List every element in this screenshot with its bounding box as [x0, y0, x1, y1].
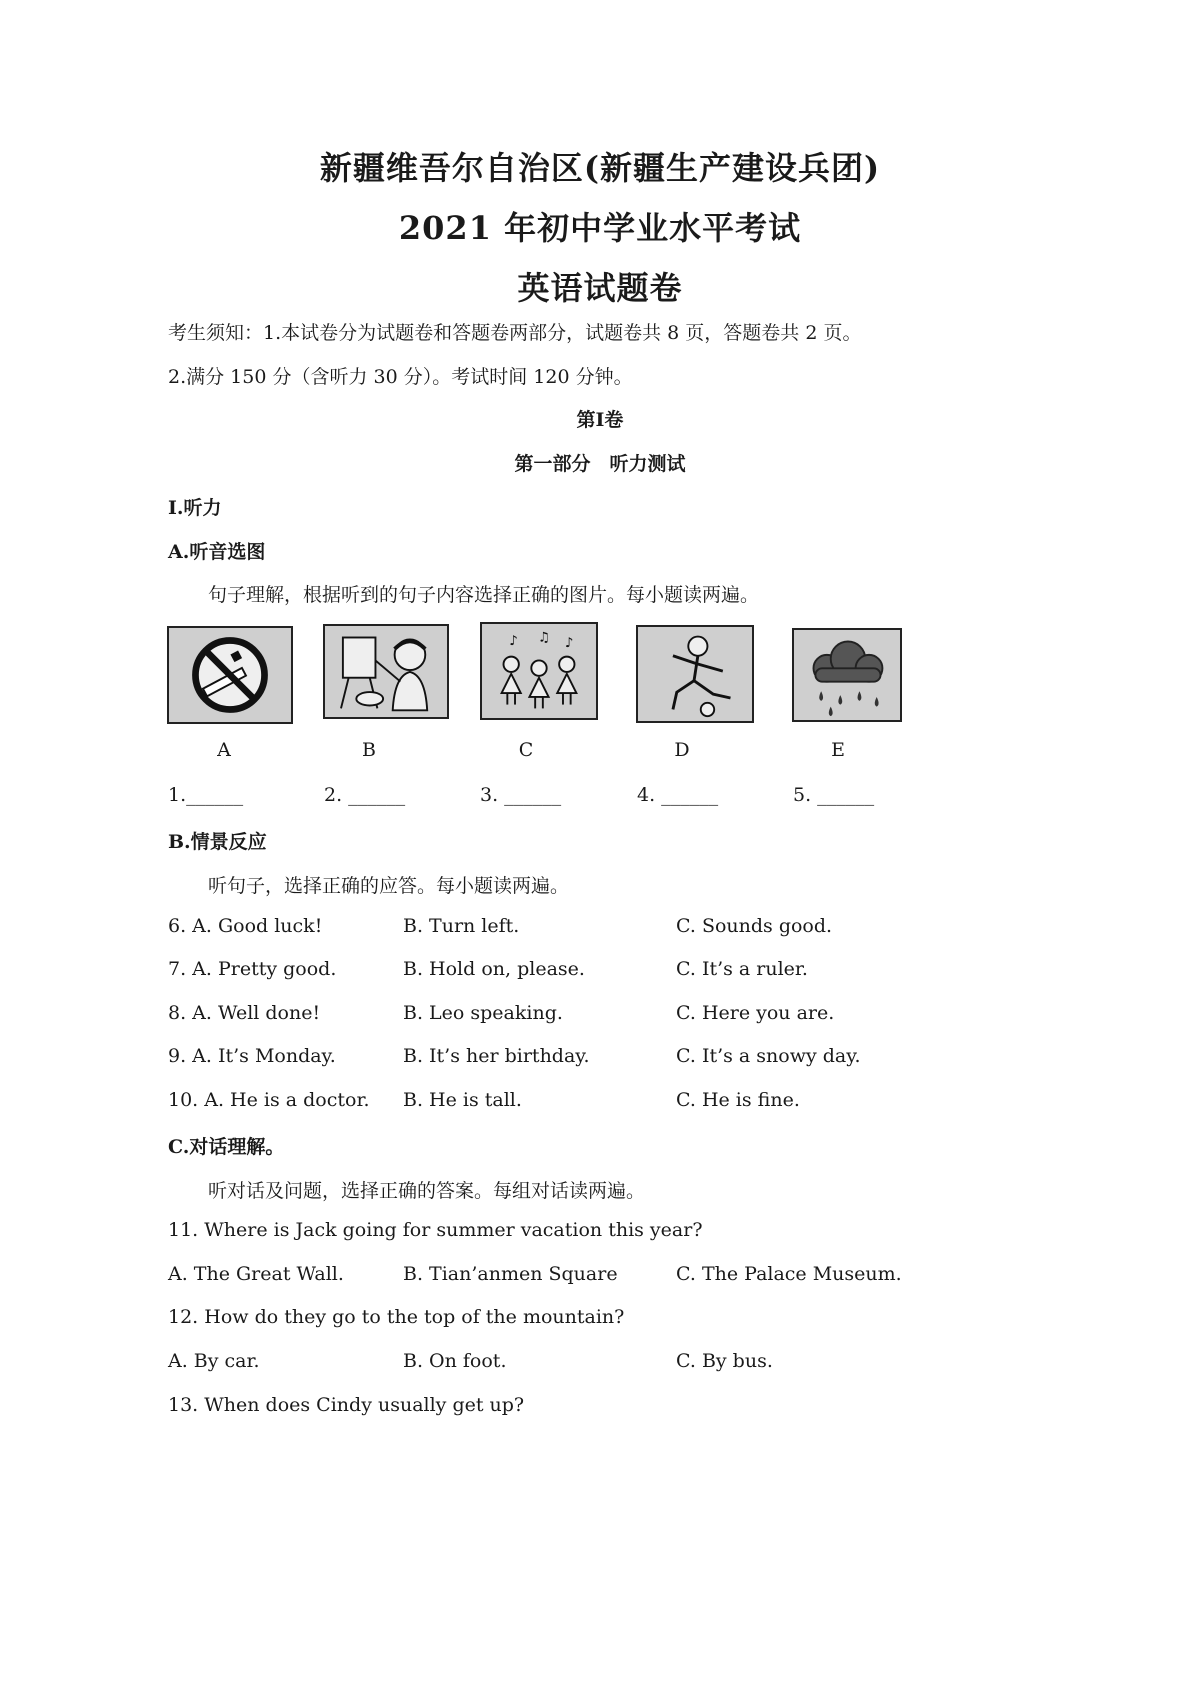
section-c-instruction: 听对话及问题，选择正确的答案。每组对话读两遍。 [208, 1180, 646, 1202]
svg-text:♪: ♪ [509, 634, 518, 650]
exam-title-line3: 英语试题卷 [517, 269, 683, 307]
question-8-option-b: B. Leo speaking. [403, 1002, 563, 1024]
question-13-stem: 13. When does Cindy usually get up? [168, 1394, 525, 1416]
question-11-option-b: B. Tian’anmen Square [403, 1263, 618, 1285]
picture-label-c: C [518, 739, 534, 761]
part-heading: 第一部分 听力测试 [514, 453, 686, 475]
notice-line2: 2.满分 150 分（含听力 30 分）。考试时间 120 分钟。 [168, 366, 633, 388]
exam-title-line2: 2021 年初中学业水平考试 [398, 209, 802, 247]
question-9-option-b: B. It’s her birthday. [403, 1045, 590, 1067]
picture-label-e: E [831, 739, 845, 761]
section-a-instruction: 句子理解，根据听到的句子内容选择正确的图片。每小题读两遍。 [208, 584, 760, 606]
painting-icon [323, 624, 449, 719]
volume-heading: 第Ⅰ卷 [576, 409, 624, 431]
section-b-heading: B.情景反应 [168, 831, 267, 853]
picture-label-d: D [674, 739, 690, 761]
question-6-option-a: 6. A. Good luck! [168, 915, 323, 937]
notice-line1: 考生须知：1.本试卷分为试题卷和答题卷两部分，试题卷共 8 页，答题卷共 2 页。 [168, 322, 862, 344]
question-11-option-c: C. The Palace Museum. [676, 1263, 902, 1285]
picture-label-a: A [217, 739, 231, 761]
question-8-option-c: C. Here you are. [676, 1002, 835, 1024]
question-11-option-a: A. The Great Wall. [168, 1263, 344, 1285]
section-heading-listening: Ⅰ.听力 [168, 497, 222, 519]
question-10-option-c: C. He is fine. [676, 1089, 800, 1111]
svg-text:♫: ♫ [538, 630, 551, 646]
answer-blank-2: 2. ______ [324, 784, 406, 806]
rain-cloud-icon [792, 628, 902, 722]
question-10-option-b: B. He is tall. [403, 1089, 522, 1111]
question-9-option-c: C. It’s a snowy day. [676, 1045, 861, 1067]
question-12-option-c: C. By bus. [676, 1350, 773, 1372]
no-smoking-icon [167, 626, 293, 724]
svg-text:♪: ♪ [564, 636, 574, 652]
question-6-option-c: C. Sounds good. [676, 915, 833, 937]
answer-blank-4: 4. ______ [637, 784, 719, 806]
section-a-heading: A.听音选图 [168, 541, 266, 563]
question-6-option-b: B. Turn left. [403, 915, 520, 937]
question-7-option-c: C. It’s a ruler. [676, 958, 808, 980]
section-b-instruction: 听句子，选择正确的应答。每小题读两遍。 [208, 875, 570, 897]
question-10-option-a: 10. A. He is a doctor. [168, 1089, 370, 1111]
question-7-option-a: 7. A. Pretty good. [168, 958, 337, 980]
question-7-option-b: B. Hold on, please. [403, 958, 585, 980]
picture-label-b: B [362, 739, 376, 761]
singing-girls-icon [480, 622, 598, 720]
question-8-option-a: 8. A. Well done! [168, 1002, 321, 1024]
answer-blank-3: 3. ______ [480, 784, 562, 806]
question-12-option-b: B. On foot. [403, 1350, 507, 1372]
question-11-stem: 11. Where is Jack going for summer vacation this year? [168, 1219, 703, 1241]
section-c-heading: C.对话理解。 [168, 1136, 285, 1158]
question-12-stem: 12. How do they go to the top of the mountain? [168, 1306, 625, 1328]
answer-blank-1: 1.______ [168, 784, 244, 806]
soccer-player-icon [636, 625, 754, 723]
question-12-option-a: A. By car. [168, 1350, 260, 1372]
exam-title-line1: 新疆维吾尔自治区(新疆生产建设兵团) [319, 149, 881, 187]
question-9-option-a: 9. A. It’s Monday. [168, 1045, 336, 1067]
answer-blank-5: 5. ______ [793, 784, 875, 806]
